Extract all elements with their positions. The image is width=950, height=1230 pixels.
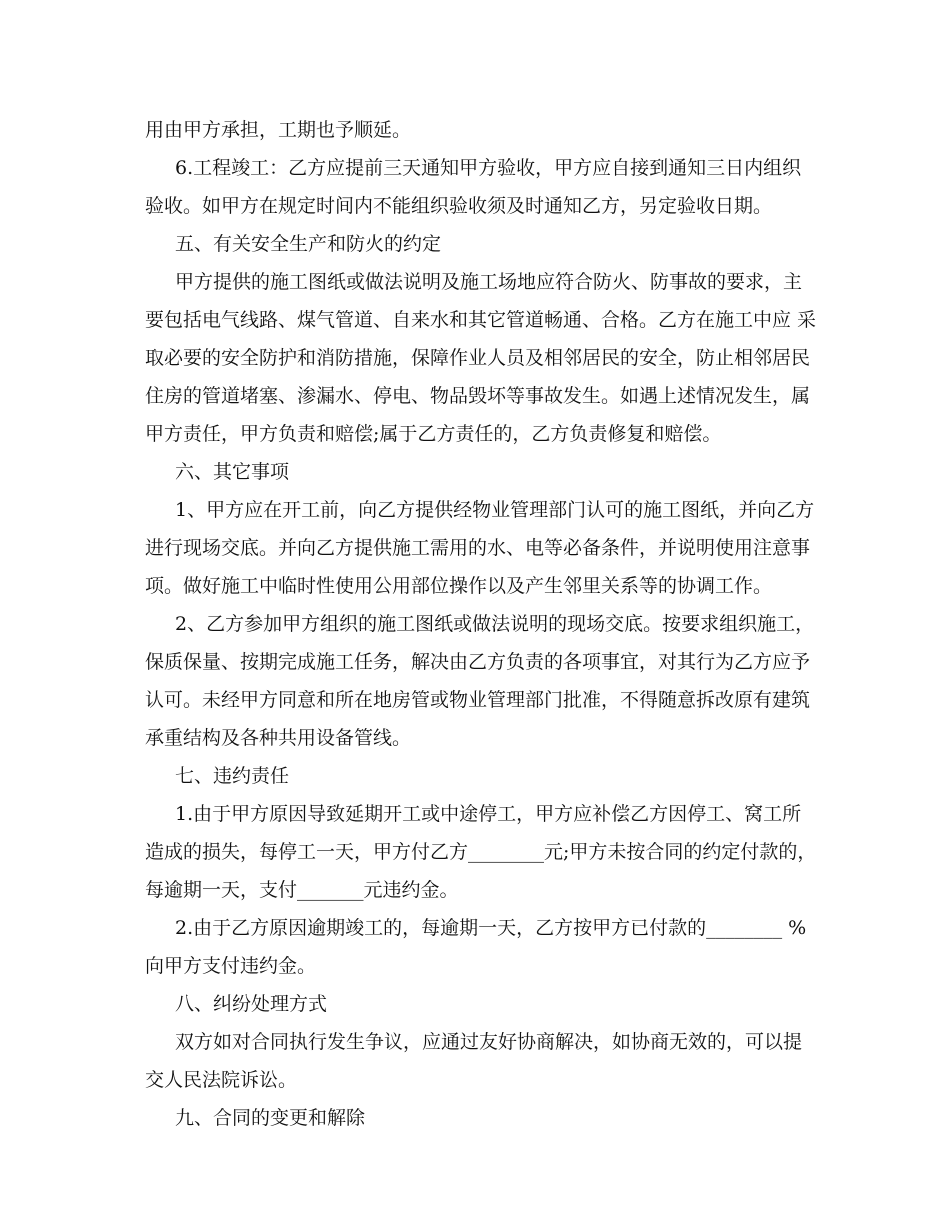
text-line: 要包括电气线路、煤气管道、自来水和其它管道畅通、合格。乙方在施工中应 采: [145, 309, 817, 331]
text-line: 项。做好施工中临时性使用公用部位操作以及产生邻里关系等的协调工作。: [145, 575, 773, 597]
text-line: 用由甲方承担，工期也予顺延。: [145, 119, 412, 141]
section-heading-amendment: 九、合同的变更和解除: [175, 1107, 366, 1129]
text-line: 进行现场交底。并向乙方提供施工需用的水、电等必备条件，并说明使用注意事: [145, 537, 811, 559]
text-line: 认可。未经甲方同意和所在地房管或物业管理部门批准，不得随意拆改原有建筑: [145, 689, 811, 711]
clause-line: 1、甲方应在开工前，向乙方提供经物业管理部门认可的施工图纸，并向乙方: [175, 499, 815, 521]
paragraph-line: 甲方提供的施工图纸或做法说明及施工场地应符合防火、防事故的要求，主: [175, 271, 803, 293]
clause-line: 1.由于甲方原因导致延期开工或中途停工，甲方应补偿乙方因停工、窝工所: [175, 803, 802, 825]
text-line: 甲方责任，甲方负责和赔偿;属于乙方责任的，乙方负责修复和赔偿。: [145, 423, 722, 445]
clause-line: 2、乙方参加甲方组织的施工图纸或做法说明的现场交底。按要求组织施工，: [175, 613, 815, 635]
section-heading-liability: 七、违约责任: [175, 765, 290, 787]
text-line: 向甲方支付违约金。: [145, 955, 317, 977]
paragraph-line: 双方如对合同执行发生争议，应通过友好协商解决，如协商无效的，可以提: [175, 1031, 803, 1053]
text-line: 验收。如甲方在规定时间内不能组织验收须及时通知乙方，另定验收日期。: [145, 195, 773, 217]
text-line: 住房的管道堵塞、渗漏水、停电、物品毁坏等事故发生。如遇上述情况发生，属: [145, 385, 811, 407]
text-line: 造成的损失，每停工一天，甲方付乙方________元;甲方未按合同的约定付款的，: [145, 841, 817, 863]
section-heading-other: 六、其它事项: [175, 461, 290, 483]
text-line: 取必要的安全防护和消防措施，保障作业人员及相邻居民的安全，防止相邻居民: [145, 347, 811, 369]
text-line: 每逾期一天，支付_______元违约金。: [145, 879, 459, 901]
section-heading-safety: 五、有关安全生产和防火的约定: [175, 233, 442, 255]
clause-line: 2.由于乙方原因逾期竣工的，每逾期一天，乙方按甲方已付款的________ %: [175, 917, 807, 939]
section-heading-dispute: 八、纠纷处理方式: [175, 993, 328, 1015]
text-line: 交人民法院诉讼。: [145, 1069, 298, 1091]
text-line: 保质保量、按期完成施工任务，解决由乙方负责的各项事宜，对其行为乙方应予: [145, 651, 811, 673]
clause-completion: 6.工程竣工：乙方应提前三天通知甲方验收，甲方应自接到通知三日内组织: [175, 157, 802, 179]
text-line: 承重结构及各种共用设备管线。: [145, 727, 412, 749]
